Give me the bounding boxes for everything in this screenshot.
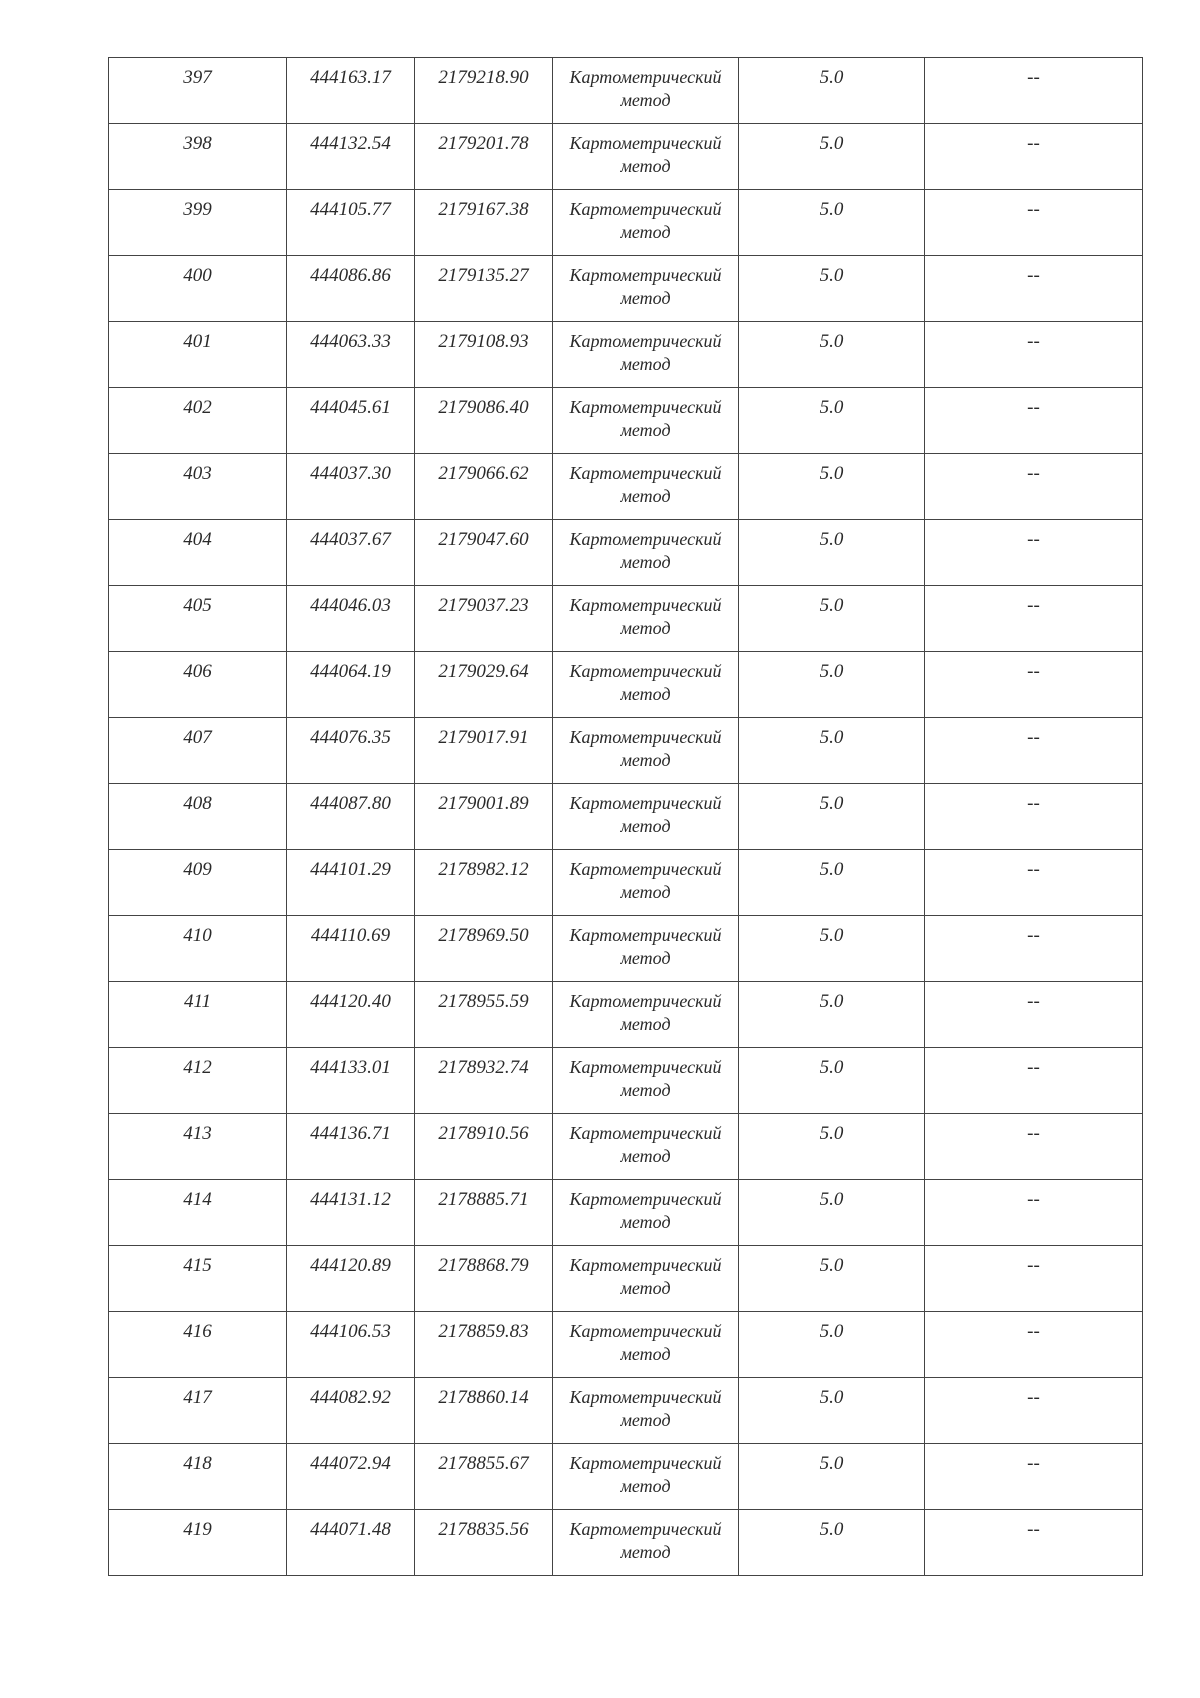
point-number-cell: 409 [109,850,287,916]
method-cell: Картометрический метод [553,520,739,586]
note-cell: -- [925,784,1143,850]
accuracy-cell: 5.0 [739,58,925,124]
accuracy-cell: 5.0 [739,1510,925,1576]
y-coordinate-cell: 2178835.56 [415,1510,553,1576]
table-row [109,1114,1143,1180]
point-number-cell: 400 [109,256,287,322]
point-number-cell: 402 [109,388,287,454]
y-coordinate-cell: 2179037.23 [415,586,553,652]
x-coordinate-cell: 444163.17 [287,58,415,124]
x-coordinate-cell: 444132.54 [287,124,415,190]
note-cell: -- [925,520,1143,586]
method-cell: Картометрический метод [553,1510,739,1576]
table-row [109,1312,1143,1378]
accuracy-cell: 5.0 [739,388,925,454]
accuracy-cell: 5.0 [739,322,925,388]
note-cell: -- [925,586,1143,652]
method-cell: Картометрический метод [553,586,739,652]
point-number-cell: 415 [109,1246,287,1312]
accuracy-cell: 5.0 [739,454,925,520]
y-coordinate-cell: 2179167.38 [415,190,553,256]
method-cell: Картометрический метод [553,454,739,520]
x-coordinate-cell: 444136.71 [287,1114,415,1180]
point-number-cell: 408 [109,784,287,850]
note-cell: -- [925,1444,1143,1510]
point-number-cell: 403 [109,454,287,520]
accuracy-cell: 5.0 [739,586,925,652]
note-cell: -- [925,1510,1143,1576]
y-coordinate-cell: 2179029.64 [415,652,553,718]
point-number-cell: 411 [109,982,287,1048]
point-number-cell: 417 [109,1378,287,1444]
accuracy-cell: 5.0 [739,1378,925,1444]
table-row [109,58,1143,124]
accuracy-cell: 5.0 [739,652,925,718]
method-cell: Картометрический метод [553,652,739,718]
note-cell: -- [925,322,1143,388]
note-cell: -- [925,190,1143,256]
point-number-cell: 410 [109,916,287,982]
note-cell: -- [925,1180,1143,1246]
table-row [109,388,1143,454]
table-row [109,652,1143,718]
note-cell: -- [925,1378,1143,1444]
method-cell: Картометрический метод [553,784,739,850]
x-coordinate-cell: 444105.77 [287,190,415,256]
accuracy-cell: 5.0 [739,256,925,322]
note-cell: -- [925,124,1143,190]
method-cell: Картометрический метод [553,322,739,388]
x-coordinate-cell: 444071.48 [287,1510,415,1576]
y-coordinate-cell: 2178868.79 [415,1246,553,1312]
coordinates-table [108,57,1143,1576]
x-coordinate-cell: 444045.61 [287,388,415,454]
table-row [109,916,1143,982]
y-coordinate-cell: 2179086.40 [415,388,553,454]
x-coordinate-cell: 444082.92 [287,1378,415,1444]
method-cell: Картометрический метод [553,190,739,256]
table-row [109,982,1143,1048]
method-cell: Картометрический метод [553,1180,739,1246]
table-row [109,1246,1143,1312]
table-row [109,520,1143,586]
method-cell: Картометрический метод [553,1114,739,1180]
y-coordinate-cell: 2179017.91 [415,718,553,784]
point-number-cell: 398 [109,124,287,190]
method-cell: Картометрический метод [553,916,739,982]
method-cell: Картометрический метод [553,1312,739,1378]
y-coordinate-cell: 2179218.90 [415,58,553,124]
x-coordinate-cell: 444120.89 [287,1246,415,1312]
method-cell: Картометрический метод [553,1378,739,1444]
y-coordinate-cell: 2178982.12 [415,850,553,916]
accuracy-cell: 5.0 [739,784,925,850]
table-row [109,124,1143,190]
method-cell: Картометрический метод [553,124,739,190]
point-number-cell: 407 [109,718,287,784]
x-coordinate-cell: 444110.69 [287,916,415,982]
accuracy-cell: 5.0 [739,1246,925,1312]
table-row [109,1048,1143,1114]
y-coordinate-cell: 2178955.59 [415,982,553,1048]
point-number-cell: 405 [109,586,287,652]
y-coordinate-cell: 2178969.50 [415,916,553,982]
method-cell: Картометрический метод [553,1444,739,1510]
table-row [109,718,1143,784]
note-cell: -- [925,454,1143,520]
x-coordinate-cell: 444106.53 [287,1312,415,1378]
accuracy-cell: 5.0 [739,850,925,916]
y-coordinate-cell: 2178860.14 [415,1378,553,1444]
y-coordinate-cell: 2178910.56 [415,1114,553,1180]
table-row [109,784,1143,850]
accuracy-cell: 5.0 [739,1114,925,1180]
x-coordinate-cell: 444087.80 [287,784,415,850]
x-coordinate-cell: 444076.35 [287,718,415,784]
note-cell: -- [925,256,1143,322]
accuracy-cell: 5.0 [739,1180,925,1246]
note-cell: -- [925,1114,1143,1180]
table-row [109,850,1143,916]
y-coordinate-cell: 2179135.27 [415,256,553,322]
method-cell: Картометрический метод [553,256,739,322]
accuracy-cell: 5.0 [739,520,925,586]
note-cell: -- [925,982,1143,1048]
point-number-cell: 419 [109,1510,287,1576]
table-row [109,586,1143,652]
method-cell: Картометрический метод [553,388,739,454]
accuracy-cell: 5.0 [739,1048,925,1114]
note-cell: -- [925,916,1143,982]
point-number-cell: 413 [109,1114,287,1180]
x-coordinate-cell: 444120.40 [287,982,415,1048]
table-row [109,322,1143,388]
method-cell: Картометрический метод [553,1246,739,1312]
y-coordinate-cell: 2179108.93 [415,322,553,388]
point-number-cell: 412 [109,1048,287,1114]
y-coordinate-cell: 2179001.89 [415,784,553,850]
point-number-cell: 404 [109,520,287,586]
note-cell: -- [925,58,1143,124]
note-cell: -- [925,718,1143,784]
point-number-cell: 401 [109,322,287,388]
table-row [109,1378,1143,1444]
y-coordinate-cell: 2178855.67 [415,1444,553,1510]
accuracy-cell: 5.0 [739,718,925,784]
method-cell: Картометрический метод [553,1048,739,1114]
table-row [109,454,1143,520]
x-coordinate-cell: 444064.19 [287,652,415,718]
y-coordinate-cell: 2178885.71 [415,1180,553,1246]
y-coordinate-cell: 2178932.74 [415,1048,553,1114]
coordinates-table-body [109,58,1143,1576]
accuracy-cell: 5.0 [739,1312,925,1378]
x-coordinate-cell: 444072.94 [287,1444,415,1510]
point-number-cell: 416 [109,1312,287,1378]
method-cell: Картометрический метод [553,850,739,916]
method-cell: Картометрический метод [553,982,739,1048]
table-row [109,1444,1143,1510]
accuracy-cell: 5.0 [739,916,925,982]
note-cell: -- [925,850,1143,916]
y-coordinate-cell: 2178859.83 [415,1312,553,1378]
note-cell: -- [925,1246,1143,1312]
x-coordinate-cell: 444101.29 [287,850,415,916]
x-coordinate-cell: 444046.03 [287,586,415,652]
accuracy-cell: 5.0 [739,124,925,190]
note-cell: -- [925,1312,1143,1378]
x-coordinate-cell: 444133.01 [287,1048,415,1114]
x-coordinate-cell: 444037.67 [287,520,415,586]
y-coordinate-cell: 2179047.60 [415,520,553,586]
note-cell: -- [925,652,1143,718]
point-number-cell: 414 [109,1180,287,1246]
table-row [109,256,1143,322]
table-row [109,190,1143,256]
accuracy-cell: 5.0 [739,982,925,1048]
y-coordinate-cell: 2179066.62 [415,454,553,520]
y-coordinate-cell: 2179201.78 [415,124,553,190]
point-number-cell: 406 [109,652,287,718]
x-coordinate-cell: 444131.12 [287,1180,415,1246]
point-number-cell: 399 [109,190,287,256]
point-number-cell: 397 [109,58,287,124]
x-coordinate-cell: 444037.30 [287,454,415,520]
point-number-cell: 418 [109,1444,287,1510]
accuracy-cell: 5.0 [739,190,925,256]
x-coordinate-cell: 444086.86 [287,256,415,322]
method-cell: Картометрический метод [553,718,739,784]
note-cell: -- [925,388,1143,454]
method-cell: Картометрический метод [553,58,739,124]
note-cell: -- [925,1048,1143,1114]
table-row [109,1510,1143,1576]
table-row [109,1180,1143,1246]
accuracy-cell: 5.0 [739,1444,925,1510]
x-coordinate-cell: 444063.33 [287,322,415,388]
